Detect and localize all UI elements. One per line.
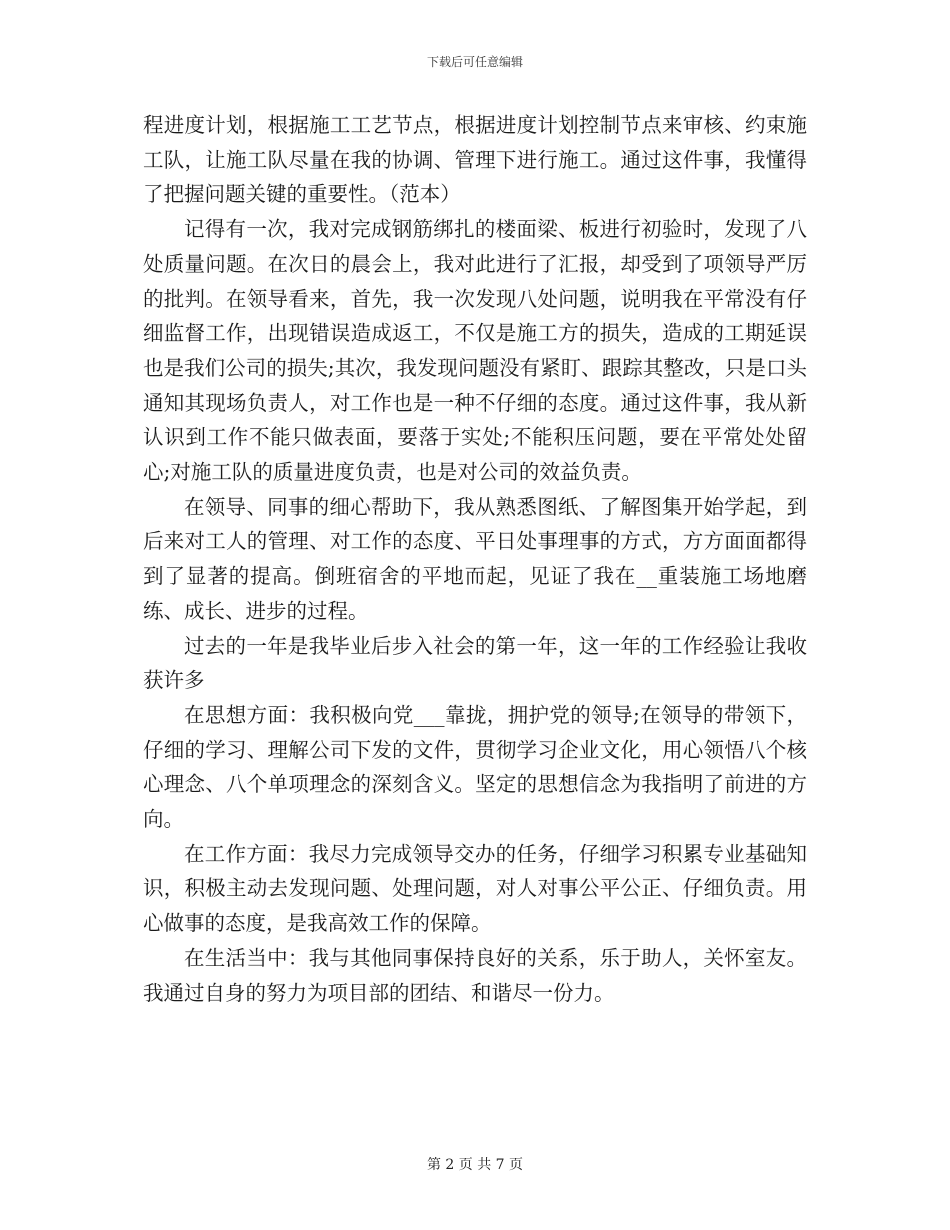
document-body: [143, 108, 807, 1010]
paragraph-3: 在领导、同事的细心帮助下，我从熟悉图纸、了解图集开始学起，到后来对工人的管理、对工作的态度、平日处事理事的方式，方方面面都得到了显著的提高。倒班宿舍的平地而起，见证了我在__重装施工场地磨练、成长、进步的过程。: [143, 494, 807, 623]
paragraph-2: 记得有一次，我对完成钢筋绑扎的楼面梁、板进行初验时，发现了八处质量问题。在次日的晨会上，我对此进行了汇报，却受到了项领导严厉的批判。在领导看来，首先，我一次发现八处问题，说明我在平常没有仔细监督工作，出现错误造成返工，不仅是施工方的损失，造成的工期延误也是我们公司的损失;其次，我发现问题没有紧盯、跟踪其整改，只是口头通知其现场负责人，对工作也是一种不仔细的态度。通过这件事，我从新认识到工作不能只做表面，要落于实处;不能积压问题，要在平常处处留心;对施工队的质量进度负责，也是对公司的效益负责。: [143, 217, 807, 485]
paragraph-7: 在生活当中：我与其他同事保持良好的关系，乐于助人，关怀室友。我通过自身的努力为项目部的团结、和谐尽一份力。: [143, 945, 807, 1005]
paragraph-1: 程进度计划，根据施工工艺节点，根据进度计划控制节点来审核、约束施工队，让施工队尽量在我的协调、管理下进行施工。通过这件事，我懂得了把握问题关键的重要性。（范本）: [143, 113, 807, 207]
paragraph-6: 在工作方面：我尽力完成领导交办的任务，仔细学习积累专业基础知识，积极主动去发现问题、处理问题，对人对事公平公正、仔细负责。用心做事的态度，是我高效工作的保障。: [143, 841, 807, 936]
paragraph-4: 过去的一年是我毕业后步入社会的第一年，这一年的工作经验让我收获许多: [143, 633, 807, 693]
page-number: 第 2 页 共 7 页: [426, 1157, 524, 1173]
page-header: 下载后可任意编辑: [426, 55, 523, 69]
paragraph-5: 在思想方面：我积极向党___靠拢，拥护党的领导;在领导的带领下，仔细的学习、理解公司下发的文件，贯彻学习企业文化，用心领悟八个核心理念、八个单项理念的深刻含义。坚定的思想信念为我指明了前进的方向。: [143, 702, 807, 832]
